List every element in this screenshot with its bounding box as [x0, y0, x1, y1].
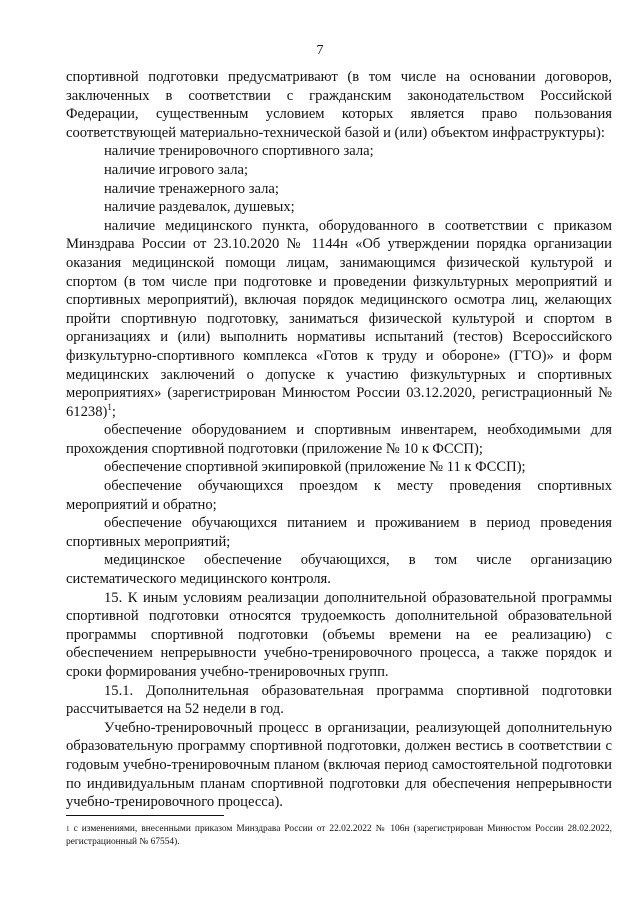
list-item-locker-rooms: наличие раздевалок, душевых; [104, 199, 295, 216]
footnote-reference: 1 [107, 401, 112, 412]
list-item-medical-point [66, 217, 612, 422]
footnote-divider [66, 815, 224, 816]
footnote-text: с изменениями, внесенными приказом Минздрава России от 22.02.2022 № 106н (зарегистрирован Минюстом России 28.02.2022, регистрационный № 67554). [66, 824, 613, 847]
footnote [66, 823, 612, 849]
clause-15-1: 15.1. Дополнительная образовательная программа спортивной подготовки рассчитывается на 52 недели в год. [66, 682, 612, 718]
list-item-sports-gear: обеспечение спортивной экипировкой (приложение № 11 к ФССП); [104, 459, 526, 476]
clause-15: 15. К иным условиям реализации дополнительной образовательной программы спортивной подготовки относятся трудоемкость дополнительной образовательной программы спортивной подготовки (объемы времени на ее реализацию) с обеспечением непрерывности учебно-тренировочного процесса, а также порядок и сроки формирования учебно-тренировочных групп. [66, 589, 612, 680]
list-item-travel: обеспечение обучающихся проездом к месту проведения спортивных мероприятий и обратно; [66, 478, 612, 513]
paragraph-training-process: Учебно-тренировочный процесс в организации, реализующей дополнительную образовательную программу спортивной подготовки, должен вестись в соответствии с годовым учебно-тренировочным планом (включая период самостоятельной подготовки по индивидуальным планам спортивной подготовки для обеспечения непрерывности учебно-тренировочного процесса). [66, 719, 612, 811]
list-item-training-hall: наличие тренировочного спортивного зала; [104, 143, 374, 160]
medical-point-text: наличие медицинского пункта, оборудованного в соответствии с приказом Минздрава России от 23.10.2020 № 1144н «Об утверждении порядка организации оказания медицинской помощи лицам, занимающимся физической культурой и спортом (в том числе при подготовке и проведении физкультурных мероприятий и спортивных мероприятий), включая порядок медицинского осмотра лиц, желающих пройти спортивную подготовку, заниматься физической культурой и спортом в организациях и (или) выполнить нормативы испытаний (тестов) Всероссийского физкультурно-спортивного комплекса «Готов к труду и обороне» (ГТО)» и форм медицинских заключений о допуске к участию физкультурных и спортивных мероприятиях» (зарегистрирован Минюстом России 03.12.2020, регистрационный № 61238) [66, 217, 612, 420]
list-item-medical-support: медицинское обеспечение обучающихся, в том числе организацию систематического медицинского контроля. [66, 552, 612, 588]
list-item-game-hall: наличие игрового зала; [104, 161, 249, 178]
footnote-reference-suffix: ; [111, 403, 116, 420]
footnote-number: 1 [66, 825, 70, 833]
list-item-equipment: обеспечение оборудованием и спортивным инвентарем, необходимыми для прохождения спортивной подготовки (приложение № 10 к ФССП); [66, 422, 612, 457]
list-item-gym: наличие тренажерного зала; [104, 180, 279, 197]
page-number: 7 [316, 43, 324, 58]
document-body [66, 68, 612, 812]
paragraph-continuation: спортивной подготовки предусматривают (в том числе на основании договоров, заключенных в соответствии с гражданским законодательством Российской Федерации, существенным условием которых является право пользования соответствующей материально-технической базой и (или) объектом инфраструктуры): [66, 69, 612, 141]
list-item-food-accommodation: обеспечение обучающихся питанием и проживанием в период проведения спортивных мероприятий; [66, 515, 612, 550]
